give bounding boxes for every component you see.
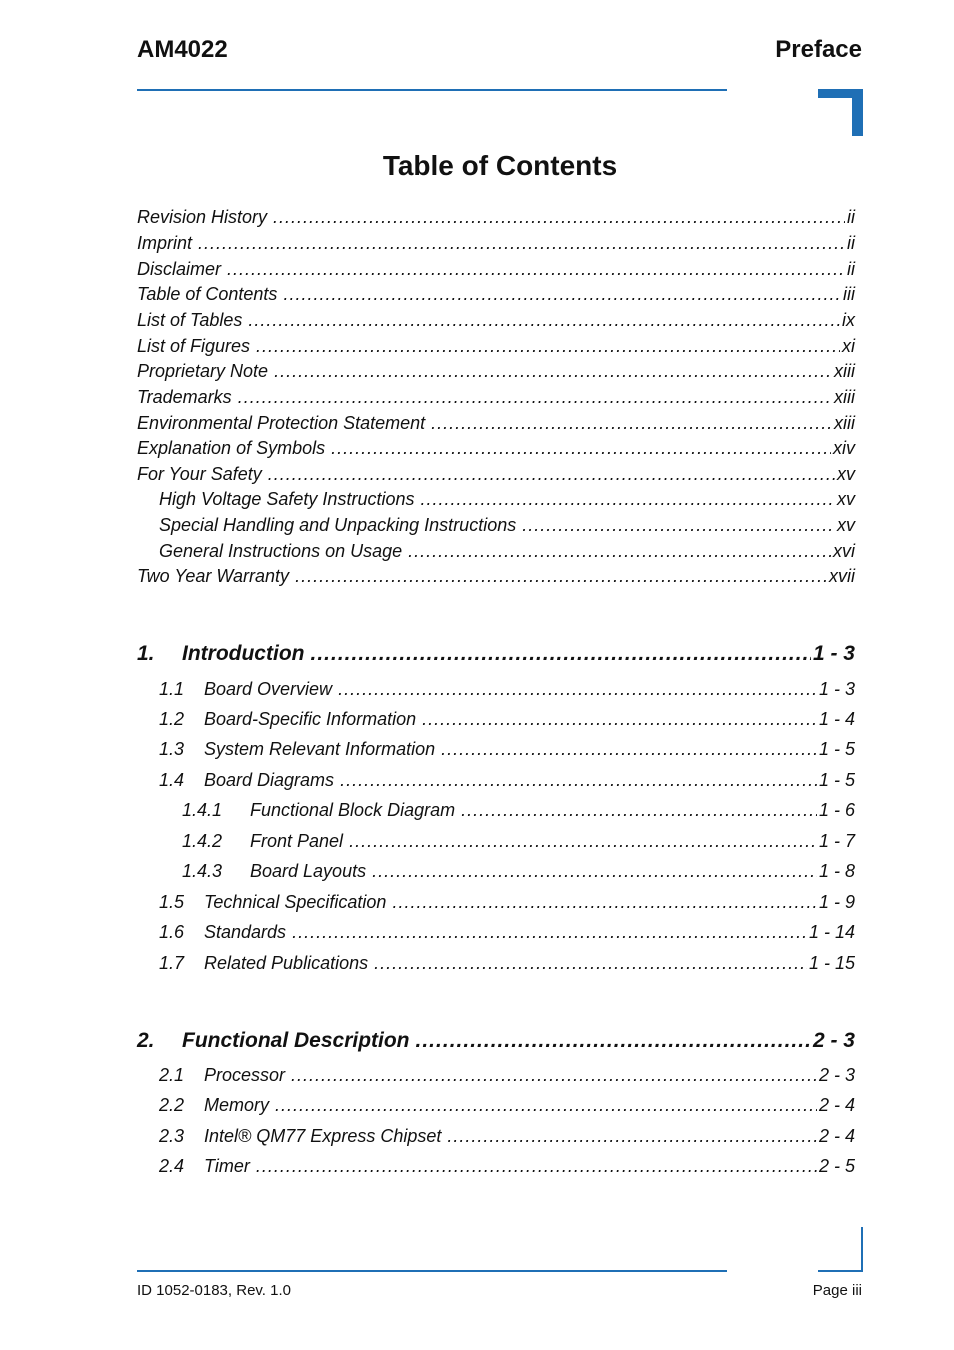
header-product: AM4022	[137, 36, 228, 63]
toc-section-1-6[interactable]: 1.6 Standards ..... 1 - 14	[159, 922, 855, 943]
toc-section-2-1[interactable]: 2.1 Processor ..... 2 - 3	[159, 1065, 855, 1086]
toc-chapter-2[interactable]: 2. Functional Description ..... 2 - 3	[137, 1029, 855, 1053]
toc-chapter-1[interactable]: 1. Introduction ..... 1 - 3	[137, 642, 855, 666]
toc-section-1-4[interactable]: 1.4 Board Diagrams ..... 1 - 5	[159, 770, 855, 791]
toc-entry-environmental-protection[interactable]: Environmental Protection Statement ..... xiii	[137, 413, 855, 434]
toc-section-1-1[interactable]: 1.1 Board Overview ..... 1 - 3	[159, 679, 855, 700]
toc-section-1-4-3[interactable]: 1.4.3 Board Layouts ..... 1 - 8	[182, 861, 855, 882]
toc-section-2-4[interactable]: 2.4 Timer ..... 2 - 5	[159, 1156, 855, 1177]
header-corner-mark-vertical	[852, 89, 863, 136]
toc-section-1-3[interactable]: 1.3 System Relevant Information ..... 1 - 5	[159, 739, 855, 760]
toc-entry-list-of-tables[interactable]: List of Tables ..... ix	[137, 310, 855, 331]
footer-doc-id: ID 1052-0183, Rev. 1.0	[137, 1282, 291, 1299]
toc-section-1-4-2[interactable]: 1.4.2 Front Panel ..... 1 - 7	[182, 831, 855, 852]
toc-section-1-2[interactable]: 1.2 Board-Specific Information ..... 1 - 4	[159, 709, 855, 730]
toc-entry-for-your-safety[interactable]: For Your Safety ..... xv	[137, 464, 855, 485]
toc-entry-table-of-contents[interactable]: Table of Contents ..... iii	[137, 284, 855, 305]
toc-entry-general-instructions[interactable]: General Instructions on Usage ..... xvi	[159, 541, 855, 562]
toc-entry-imprint[interactable]: Imprint ..... ii	[137, 233, 855, 254]
toc-entry-list-of-figures[interactable]: List of Figures ..... xi	[137, 336, 855, 357]
toc-entry-explanation-of-symbols[interactable]: Explanation of Symbols ..... xiv	[137, 438, 855, 459]
toc-entry-revision-history[interactable]: Revision History ..... ii	[137, 207, 855, 228]
page-title: Table of Contents	[382, 150, 618, 181]
toc-section-1-4-1[interactable]: 1.4.1 Functional Block Diagram ..... 1 - 6	[182, 800, 855, 821]
toc-section-2-2[interactable]: 2.2 Memory ..... 2 - 4	[159, 1095, 855, 1116]
footer-corner-mark-vertical	[861, 1227, 863, 1272]
toc-entry-disclaimer[interactable]: Disclaimer ..... ii	[137, 259, 855, 280]
header-rule	[137, 89, 727, 91]
footer-corner-mark	[818, 1270, 863, 1272]
toc-section-1-5[interactable]: 1.5 Technical Specification ..... 1 - 9	[159, 892, 855, 913]
toc-entry-proprietary-note[interactable]: Proprietary Note ..... xiii	[137, 361, 855, 382]
toc-entry-special-handling[interactable]: Special Handling and Unpacking Instructions ..... xv	[159, 515, 855, 536]
toc-entry-two-year-warranty[interactable]: Two Year Warranty ..... xvii	[137, 566, 855, 587]
toc-section-2-3[interactable]: 2.3 Intel® QM77 Express Chipset ..... 2 - 4	[159, 1126, 855, 1147]
toc-entry-trademarks[interactable]: Trademarks ..... xiii	[137, 387, 855, 408]
footer-page-number: Page iii	[812, 1282, 862, 1299]
footer-rule	[137, 1270, 727, 1272]
toc-entry-high-voltage[interactable]: High Voltage Safety Instructions ..... xv	[159, 489, 855, 510]
header-section: Preface	[775, 36, 862, 63]
toc-section-1-7[interactable]: 1.7 Related Publications ..... 1 - 15	[159, 953, 855, 974]
